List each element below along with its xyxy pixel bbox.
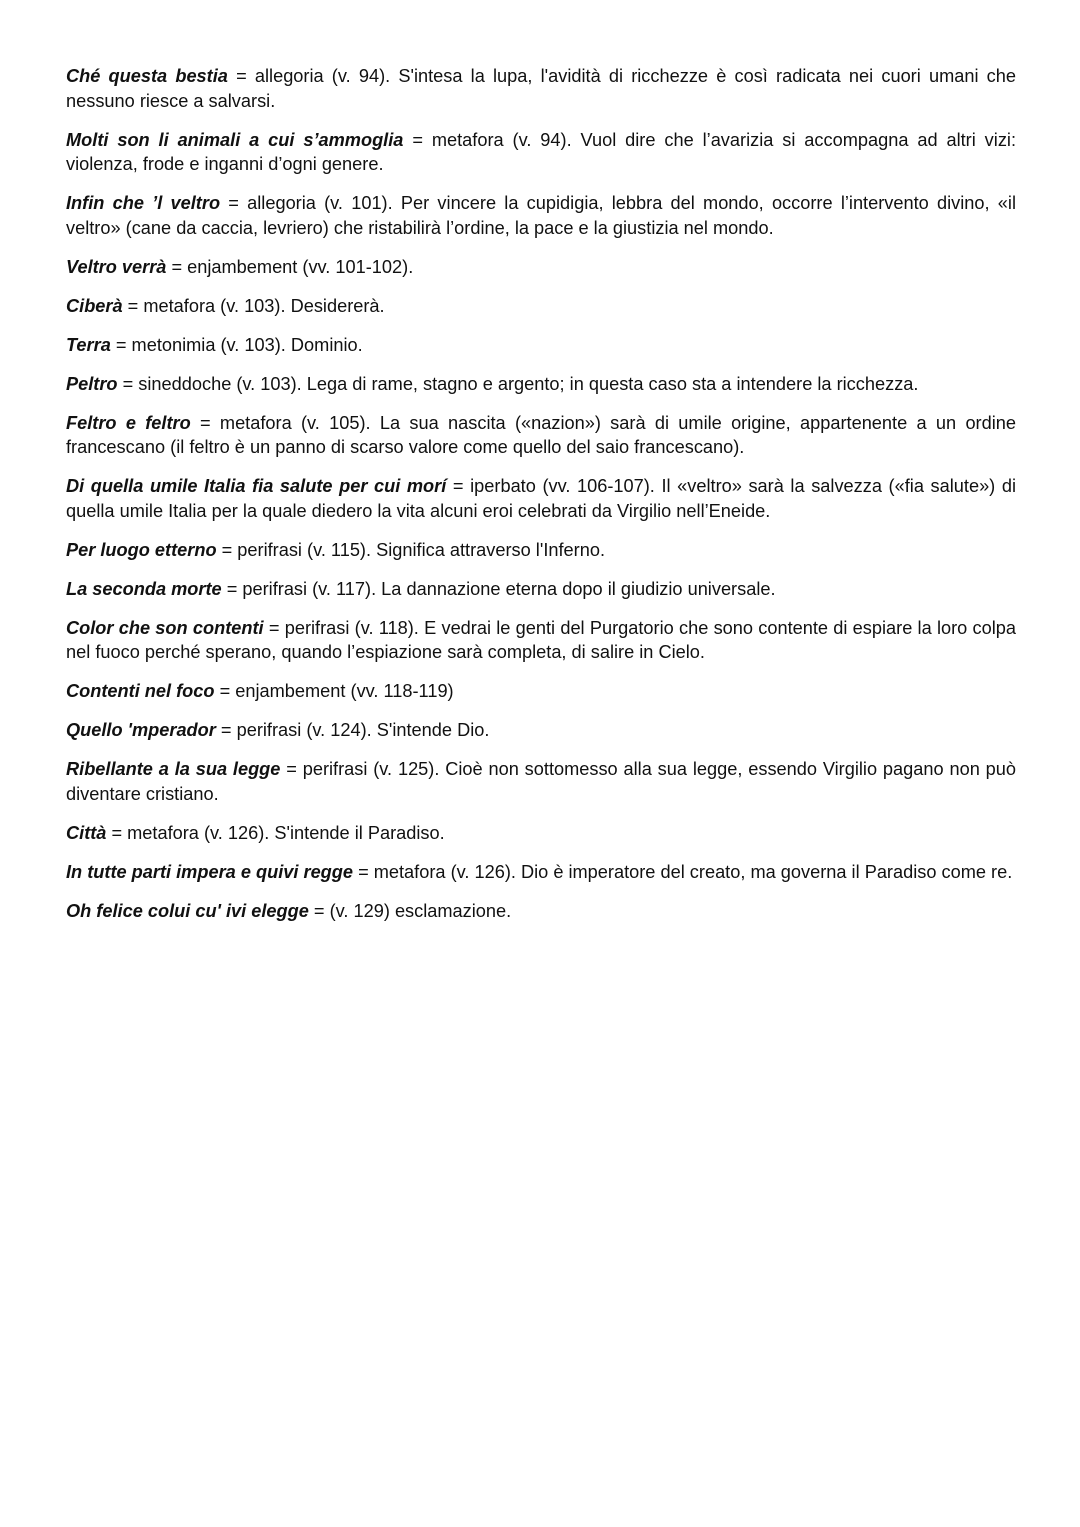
entry-term: Oh felice colui cu' ivi elegge (66, 900, 309, 921)
entry-per-luogo-etterno (66, 538, 1016, 563)
entry-term: Color che son contenti (66, 617, 264, 638)
entry-cibera (66, 294, 1016, 319)
entry-text: = perifrasi (v. 115). Significa attraverso l'Inferno. (216, 539, 605, 560)
entry-quello-mperador (66, 718, 1016, 743)
entry-ribellante-a-la-sua-legge (66, 757, 1016, 806)
entry-oh-felice-colui (66, 899, 1016, 924)
entry-term: Quello 'mperador (66, 720, 216, 740)
entry-la-seconda-morte (66, 577, 1016, 602)
entry-text: = (v. 129) esclamazione. (308, 900, 512, 921)
entry-term: Di quella umile Italia fia salute per cui morí (66, 476, 447, 496)
entry-di-quella-umile-italia (66, 474, 1016, 523)
entry-molti-son-li-animali (66, 128, 1016, 177)
entry-infin-che-l-veltro (66, 191, 1016, 240)
entry-citta (66, 821, 1016, 846)
entry-term: Ribellante a la sua legge (66, 759, 281, 779)
entry-term: Ché questa bestia (66, 66, 228, 86)
entry-text: = allegoria (v. 101). Per vincere la cupidigia, lebbra del mondo, occorre l’intervento divino, «il veltro» (cane da caccia, levriero) che ristabilirà l’ordine, la pace e la giustizia nel mondo. (66, 193, 1017, 238)
entry-term: Molti son li animali a cui s’ammoglia (66, 129, 404, 150)
entry-term: Peltro (66, 373, 118, 394)
entry-in-tutte-parti-impera (66, 860, 1016, 885)
entry-text: = sineddoche (v. 103). Lega di rame, stagno e argento; in questa caso sta a intendere la ricchezza. (117, 373, 919, 394)
entry-term: Veltro verrà (66, 256, 167, 277)
entry-term: Città (66, 822, 107, 843)
entry-term: Ciberà (66, 295, 123, 316)
entry-text: = perifrasi (v. 117). La dannazione eterna dopo il giudizio universale. (221, 578, 776, 599)
entry-che-questa-bestia (66, 64, 1016, 113)
entry-text: = perifrasi (v. 124). S'intende Dio. (215, 720, 490, 740)
entry-text: = metafora (v. 105). La sua nascita («nazion») sarà di umile origine, appartenente a un ordine francescano (il feltro è un panno di scarso valore come quello del saio francescano). (66, 412, 1016, 457)
entry-feltro-e-feltro (66, 411, 1016, 460)
entry-color-che-son-contenti (66, 616, 1016, 665)
document-page (66, 64, 1016, 938)
entry-peltro (66, 372, 1016, 397)
entry-text: = metafora (v. 94). Vuol dire che l’avarizia si accompagna ad altri vizi: violenza, frode e inganni d’ogni genere. (66, 129, 1017, 174)
entry-text: = metafora (v. 126). S'intende il Paradiso. (106, 822, 445, 843)
entry-text: = perifrasi (v. 118). E vedrai le genti del Purgatorio che sono contente di espiare la loro colpa nel fuoco perché sperano, quando l’espiazione sarà completa, di salire in Cielo. (66, 617, 1016, 662)
entry-term: In tutte parti impera e quivi regge (66, 861, 354, 882)
entry-text: = metafora (v. 103). Desidererà. (122, 295, 385, 316)
entry-text: = perifrasi (v. 125). Cioè non sottomesso alla sua legge, essendo Virgilio pagano non può diventare cristiano. (66, 759, 1016, 804)
entry-text: = metonimia (v. 103). Dominio. (110, 334, 363, 355)
entry-term: Per luogo etterno (66, 539, 217, 560)
entry-term: Infin che ’l veltro (66, 193, 221, 213)
entry-term: Feltro e feltro (66, 412, 191, 433)
entry-text: = metafora (v. 126). Dio è imperatore del creato, ma governa il Paradiso come re. (353, 861, 1013, 882)
entry-term: La seconda morte (66, 578, 222, 599)
entry-text: = enjambement (vv. 101-102). (166, 256, 414, 277)
entry-text: = allegoria (v. 94). S'intesa la lupa, l'avidità di ricchezze è così radicata nei cuori umani che nessuno riesce a salvarsi. (66, 66, 1016, 111)
entry-term: Contenti nel foco (66, 681, 215, 701)
entry-text: = iperbato (vv. 106-107). Il «veltro» sarà la salvezza («fia salute») di quella umile Italia per la quale diedero la vita alcuni eroi celebrati da Virgilio nell’Eneide. (66, 476, 1016, 521)
entry-veltro-verra (66, 255, 1016, 280)
entry-terra (66, 333, 1016, 358)
entry-term: Terra (66, 334, 111, 355)
entry-contenti-nel-foco (66, 679, 1016, 704)
entry-text: = enjambement (vv. 118-119) (214, 681, 454, 701)
